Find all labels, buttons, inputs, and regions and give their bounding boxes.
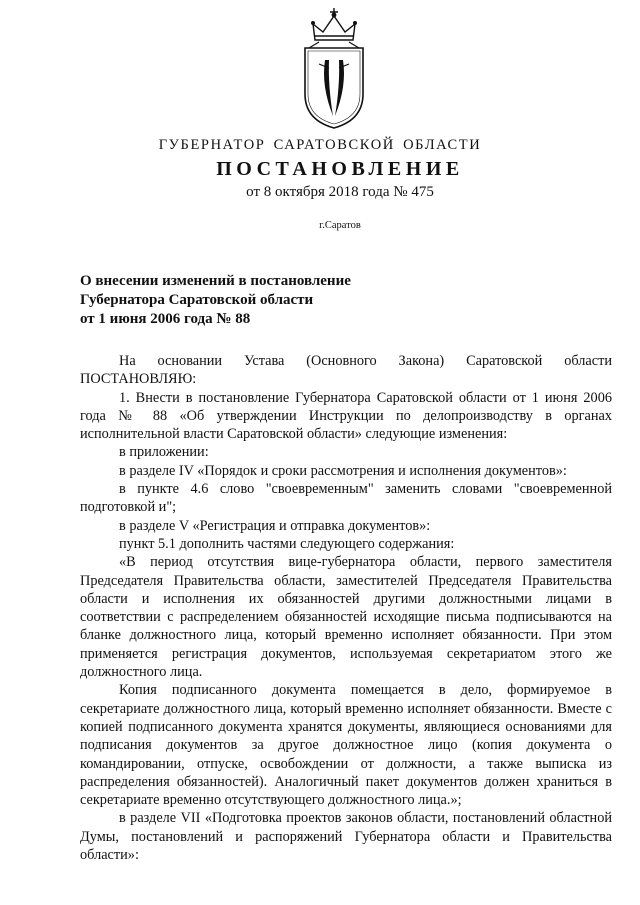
body-paragraph: На основании Устава (Основного Закона) Саратовской области ПОСТАНОВЛЯЮ: (80, 353, 612, 388)
body-paragraph: «В период отсутствия вице-губернатора области, первого заместителя Председателя Правительства области, заместителей Председателя Правительства области и исполнения их обязанностей другими должностными лицами в соответствии с распределением обязанностей исходящие письма подписываются на бланке должностного лица, который временно исполняет обязанности. При этом применяется регистрация документов, используемая секретариатом этого же должностного лица. (80, 554, 612, 681)
document-city: г.Саратов (319, 220, 361, 231)
document-date-number: от 8 октября 2018 года № 475 (246, 184, 434, 200)
body-paragraph: в разделе V «Регистрация и отправка документов»: (119, 517, 431, 534)
document-body (80, 352, 612, 864)
document-subject (80, 272, 351, 329)
body-paragraph: в пункте 4.6 слово "своевременным" заменить словами "своевременной подготовкой и"; (80, 481, 612, 516)
authority-title: ГУБЕРНАТОР САРАТОВСКОЙ ОБЛАСТИ (158, 137, 482, 153)
body-paragraph: пункт 5.1 дополнить частями следующего содержания: (119, 535, 455, 552)
body-paragraph: в разделе VII «Подготовка проектов законов области, постановлений областной Думы, постановлений и распоряжений Губернатора области и Правительства области»: (80, 810, 612, 864)
body-paragraph: 1. Внести в постановление Губернатора Саратовской области от 1 июня 2006 года № 88 «Об утверждении Инструкции по делопроизводству в органах исполнительной власти Саратовской области» следующие изменения: (80, 389, 612, 443)
coat-of-arms-icon (295, 8, 373, 130)
body-paragraph: в разделе IV «Порядок и сроки рассмотрения и исполнения документов»: (119, 462, 567, 479)
subject-line: О внесении изменений в постановление (80, 273, 351, 289)
document-type: ПОСТАНОВЛЕНИЕ (216, 158, 464, 180)
body-paragraph: Копия подписанного документа помещается в дело, формируемое в секретариате должностного лица, который временно исполняет обязанности. Вместе с копией подписанного документа хранятся документы, являющиеся основаниями для подписания документов за другое должностное лицо (копия документа о командировании, отпуске, освобождении от должности, а также выписка из распределения обязанностей). Аналогичный пакет документов должен храниться в секретариате временно отсутствующего должностного лица.»; (80, 682, 612, 809)
subject-line: от 1 июня 2006 года № 88 (80, 311, 251, 327)
body-paragraph: в приложении: (119, 444, 209, 461)
subject-line: Губернатора Саратовской области (80, 292, 314, 308)
